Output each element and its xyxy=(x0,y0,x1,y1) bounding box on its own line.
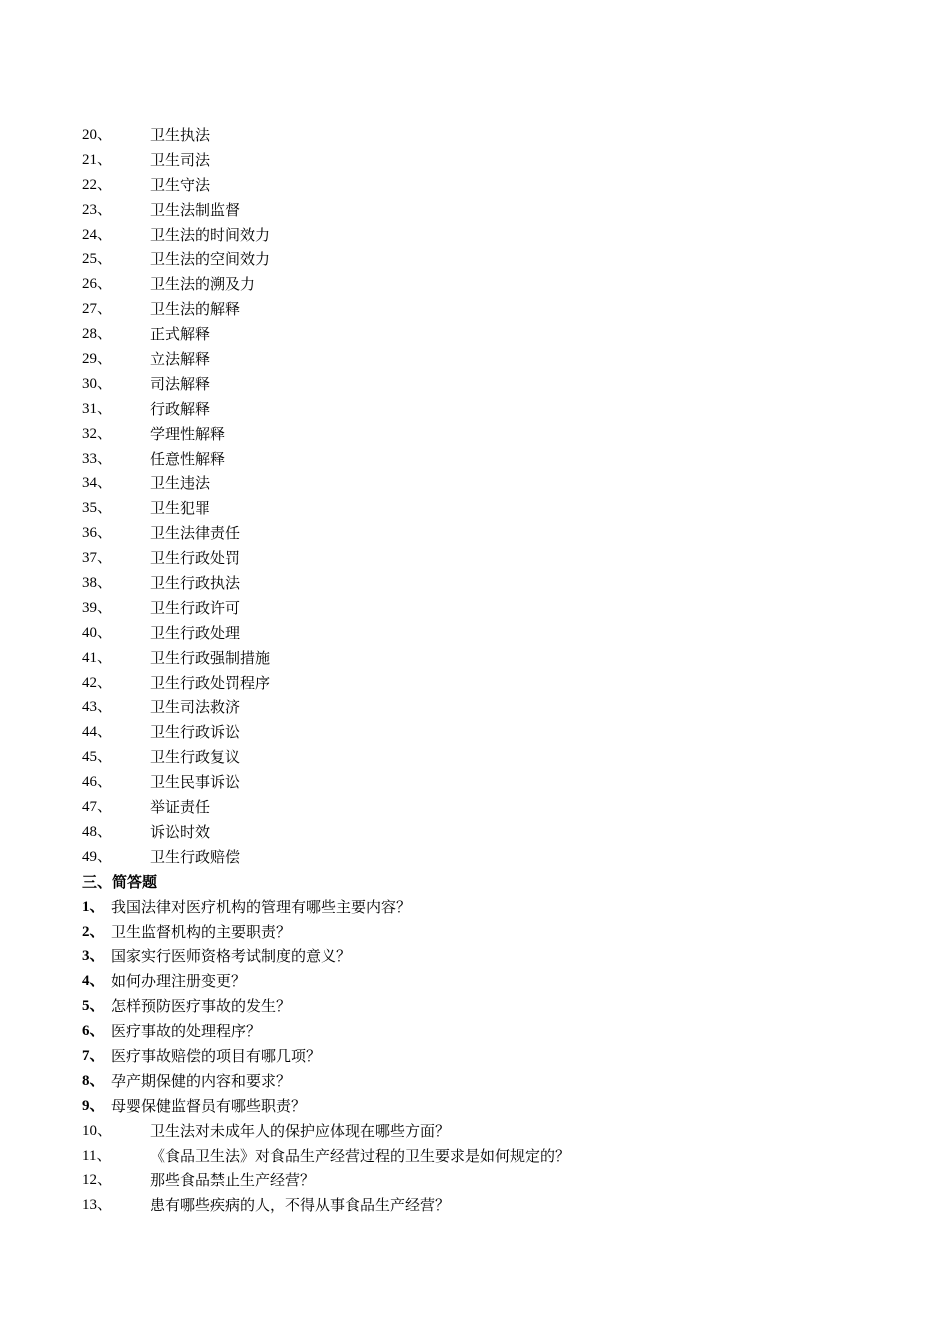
list-item xyxy=(82,422,882,447)
item-number: 49、 xyxy=(82,848,113,865)
item-number: 47、 xyxy=(82,799,113,816)
list-item xyxy=(82,347,882,372)
item-number: 37、 xyxy=(82,550,113,567)
item-text: 卫生司法 xyxy=(150,150,211,169)
item-number: 31、 xyxy=(82,400,113,417)
item-number: 23、 xyxy=(82,201,113,218)
list-item xyxy=(82,198,882,223)
item-number: 1、 xyxy=(82,898,105,915)
item-text: 卫生法制监督 xyxy=(150,200,241,219)
list-item xyxy=(82,322,882,347)
item-text: 卫生监督机构的主要职责？ xyxy=(111,922,292,941)
document-body xyxy=(82,123,882,1218)
item-number: 43、 xyxy=(82,699,113,716)
item-number: 32、 xyxy=(82,425,113,442)
list-item xyxy=(82,795,882,820)
list-item xyxy=(82,148,882,173)
item-number: 28、 xyxy=(82,326,113,343)
list-item xyxy=(82,1069,882,1094)
list-item xyxy=(82,173,882,198)
list-item xyxy=(82,646,882,671)
item-text: 那些食品禁止生产经营？ xyxy=(150,1171,316,1190)
item-text: 卫生守法 xyxy=(150,175,211,194)
item-text: 母婴保健监督员有哪些职责？ xyxy=(111,1096,307,1115)
item-number: 21、 xyxy=(82,151,113,168)
list-item xyxy=(82,621,882,646)
item-text: 卫生行政强制措施 xyxy=(150,648,271,667)
section-heading: 三、简答题 xyxy=(82,872,158,891)
item-text: 卫生法的溯及力 xyxy=(150,275,256,294)
item-text: 孕产期保健的内容和要求？ xyxy=(111,1071,292,1090)
item-number: 24、 xyxy=(82,226,113,243)
item-text: 如何办理注册变更？ xyxy=(111,972,247,991)
item-number: 20、 xyxy=(82,127,113,143)
list-item xyxy=(82,223,882,248)
item-number: 6、 xyxy=(82,1023,105,1040)
list-item xyxy=(82,1019,882,1044)
item-number: 48、 xyxy=(82,823,113,840)
item-number: 8、 xyxy=(82,1072,105,1089)
list-item xyxy=(82,397,882,422)
item-text: 立法解释 xyxy=(150,350,211,369)
item-number: 4、 xyxy=(82,973,105,990)
list-item xyxy=(82,272,882,297)
item-number: 38、 xyxy=(82,575,113,592)
item-text: 怎样预防医疗事故的发生？ xyxy=(111,997,292,1016)
item-text: 卫生行政处理 xyxy=(150,623,241,642)
item-number: 33、 xyxy=(82,450,113,467)
item-number: 35、 xyxy=(82,500,113,517)
item-number: 5、 xyxy=(82,998,105,1015)
questions-list xyxy=(82,895,882,1219)
item-number: 45、 xyxy=(82,749,113,766)
item-text: 我国法律对医疗机构的管理有哪些主要内容？ xyxy=(111,897,412,916)
item-number: 44、 xyxy=(82,724,113,741)
item-number: 25、 xyxy=(82,251,113,268)
item-text: 卫生违法 xyxy=(150,474,211,493)
item-number: 30、 xyxy=(82,375,113,392)
list-item xyxy=(82,521,882,546)
terms-list xyxy=(82,123,882,870)
list-item xyxy=(82,969,882,994)
item-number: 3、 xyxy=(82,948,105,965)
list-item xyxy=(82,1144,882,1169)
item-text: 任意性解释 xyxy=(150,449,226,468)
item-number: 36、 xyxy=(82,525,113,542)
item-number: 46、 xyxy=(82,774,113,791)
list-item xyxy=(82,1119,882,1144)
list-item xyxy=(82,720,882,745)
list-item xyxy=(82,123,882,148)
list-item xyxy=(82,695,882,720)
item-text: 卫生行政处罚程序 xyxy=(150,673,271,692)
list-item xyxy=(82,671,882,696)
item-text: 卫生法对未成年人的保护应体现在哪些方面？ xyxy=(150,1121,451,1140)
item-text: 行政解释 xyxy=(150,399,211,418)
item-number: 40、 xyxy=(82,624,113,641)
list-item xyxy=(82,944,882,969)
list-item xyxy=(82,745,882,770)
item-text: 正式解释 xyxy=(150,325,211,344)
item-text: 患有哪些疾病的人，不得从事食品生产经营？ xyxy=(150,1196,451,1215)
item-text: 医疗事故的处理程序？ xyxy=(111,1022,262,1041)
item-text: 卫生行政处罚 xyxy=(150,549,241,568)
item-text: 卫生行政许可 xyxy=(150,598,241,617)
list-item xyxy=(82,447,882,472)
item-text: 卫生法的时间效力 xyxy=(150,225,271,244)
item-number: 12、 xyxy=(82,1172,113,1189)
list-item xyxy=(82,920,882,945)
item-number: 42、 xyxy=(82,674,113,691)
item-text: 医疗事故赔偿的项目有哪几项？ xyxy=(111,1046,322,1065)
list-item xyxy=(82,845,882,870)
item-number: 7、 xyxy=(82,1047,105,1064)
item-text: 卫生犯罪 xyxy=(150,499,211,518)
item-text: 卫生司法救济 xyxy=(150,698,241,717)
item-number: 2、 xyxy=(82,923,105,940)
item-number: 27、 xyxy=(82,301,113,318)
item-text: 卫生法律责任 xyxy=(150,524,241,543)
item-number: 34、 xyxy=(82,475,113,492)
list-item xyxy=(82,297,882,322)
list-item xyxy=(82,496,882,521)
list-item xyxy=(82,372,882,397)
list-item xyxy=(82,596,882,621)
list-item xyxy=(82,571,882,596)
item-number: 26、 xyxy=(82,276,113,293)
item-text: 举证责任 xyxy=(150,798,211,817)
item-number: 10、 xyxy=(82,1122,113,1139)
item-text: 卫生执法 xyxy=(150,126,211,144)
item-text: 卫生民事诉讼 xyxy=(150,773,241,792)
item-text: 卫生行政复议 xyxy=(150,748,241,767)
item-text: 卫生行政诉讼 xyxy=(150,723,241,742)
list-item xyxy=(82,770,882,795)
list-item xyxy=(82,471,882,496)
item-number: 29、 xyxy=(82,351,113,368)
list-item xyxy=(82,546,882,571)
item-text: 卫生行政执法 xyxy=(150,574,241,593)
item-text: 卫生法的解释 xyxy=(150,300,241,319)
item-text: 《食品卫生法》对食品生产经营过程的卫生要求是如何规定的？ xyxy=(150,1146,571,1165)
item-text: 诉讼时效 xyxy=(150,822,211,841)
list-item xyxy=(82,820,882,845)
item-text: 学理性解释 xyxy=(150,424,226,443)
list-item xyxy=(82,1094,882,1119)
list-item xyxy=(82,1193,882,1218)
item-text: 国家实行医师资格考试制度的意义？ xyxy=(111,947,352,966)
item-text: 卫生行政赔偿 xyxy=(150,847,241,866)
list-item xyxy=(82,1044,882,1069)
item-number: 22、 xyxy=(82,176,113,193)
list-item xyxy=(82,247,882,272)
item-number: 39、 xyxy=(82,599,113,616)
item-number: 9、 xyxy=(82,1097,105,1114)
list-item xyxy=(82,994,882,1019)
item-number: 11、 xyxy=(82,1147,112,1164)
list-item xyxy=(82,1168,882,1193)
list-item xyxy=(82,895,882,920)
item-number: 13、 xyxy=(82,1197,113,1214)
item-text: 卫生法的空间效力 xyxy=(150,250,271,269)
item-text: 司法解释 xyxy=(150,374,211,393)
item-number: 41、 xyxy=(82,649,113,666)
